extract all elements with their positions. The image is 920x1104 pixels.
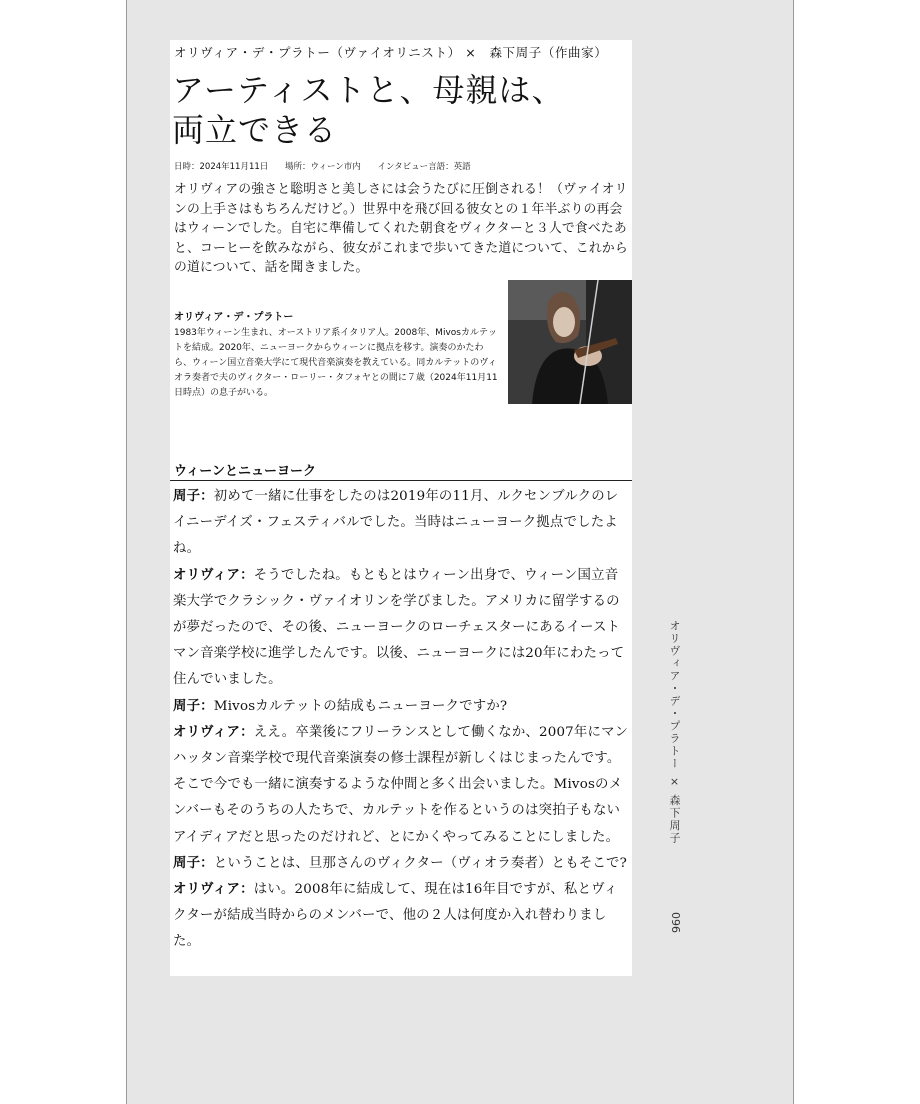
dialogue-line <box>173 484 631 563</box>
speaker-label: オリヴィア： <box>173 567 254 583</box>
violinist-photo <box>508 280 632 404</box>
lead-paragraph: オリヴィアの強さと聡明さと美しさには会うたびに圧倒される！（ヴァイオリンの上手さはもちろんだけど。）世界中を飛び回る彼女との１年半ぶりの再会はウィーンでした。自宅に準備してくれた朝食をヴィクターと３人で食べたあと、コーヒーを飲みながら、彼女がこれまで歩いてきた道について、これからの道について、話を聞きました。 <box>174 182 628 275</box>
violinist-photo-graphic <box>508 280 632 404</box>
speaker-label: 周子： <box>173 855 214 871</box>
interview-meta <box>174 160 485 172</box>
dialogue-text: Mivosカルテットの結成もニューヨークですか? <box>213 698 508 714</box>
dialogue-text: ということは、旦那さんのヴィクター（ヴィオラ奏者）ともそこで? <box>213 855 628 871</box>
dialogue-text: ええ。卒業後にフリーランスとして働くなか、2007年にマンハッタン音楽学校で現代音楽演奏の修士課程が新しくはじまったんです。そこで今でも一緒に演奏するような仲間と多く出会いました。Mivosのメンバーもそのうちの人たちで、カルテットを作るというのは突拍子もないアイディアだと思ったのだけれど、とにかくやってみることにしました。 <box>173 724 629 845</box>
article-title <box>172 70 564 150</box>
running-head: オリヴィア・デ・プラトー × 森下周子 <box>668 620 681 845</box>
profile-text: 1983年ウィーン生まれ、オーストリア系イタリア人。2008年、Mivosカルテットを結成。2020年、ニューヨークからウィーンに拠点を移す。演奏のかたわら、ウィーン国立音楽大学にて現代音楽演奏を教えている。同カルテットのヴィオラ奏者で夫のヴィクター・ローリー・タフォヤとの間に７歳（2024年11月11日時点）の息子がいる。 <box>174 328 498 398</box>
meta-language: インタビュー言語：英語 <box>377 162 471 172</box>
title-line-1: アーティストと、母親は、 <box>172 71 565 109</box>
dialogue-line <box>173 877 631 956</box>
section-heading: ウィーンとニューヨーク <box>174 464 316 479</box>
meta-date: 日時：2024年11月11日 <box>174 162 269 172</box>
meta-place: 場所：ウィーン市内 <box>284 162 361 172</box>
article-subtitle: オリヴィア・デ・プラトー（ヴァイオリニスト） × 森下周子（作曲家） <box>174 45 608 60</box>
speaker-label: 周子： <box>173 489 214 504</box>
page-number: 096 <box>669 912 682 933</box>
dialogue-body <box>173 484 631 956</box>
dialogue-line <box>173 694 631 720</box>
title-line-2: 両立できる <box>172 111 338 149</box>
profile-name: オリヴィア・デ・プラトー <box>174 312 294 323</box>
article-page <box>170 40 632 976</box>
section-divider <box>170 480 632 481</box>
dialogue-text: 初めて一緒に仕事をしたのは2019年の11月、ルクセンブルクのレイニーデイズ・フェスティバルでした。当時はニューヨーク拠点でしたよね。 <box>173 489 619 557</box>
speaker-label: オリヴィア： <box>173 724 254 740</box>
dialogue-line <box>173 851 631 877</box>
dialogue-text: そうでしたね。もともとはウィーン出身で、ウィーン国立音楽大学でクラシック・ヴァイオリンを学びました。アメリカに留学するのが夢だったので、その後、ニューヨークのローチェスターにあるイーストマン音楽学校に進学したんです。以後、ニューヨークには20年にわたって住んでいました。 <box>173 567 625 688</box>
dialogue-text: はい。2008年に結成して、現在は16年目ですが、私とヴィクターが結成当時からのメンバーで、他の２人は何度か入れ替わりました。 <box>173 882 618 950</box>
dialogue-line <box>173 563 631 694</box>
speaker-label: 周子： <box>173 698 214 714</box>
dialogue-line <box>173 720 631 851</box>
speaker-label: オリヴィア： <box>173 882 254 898</box>
